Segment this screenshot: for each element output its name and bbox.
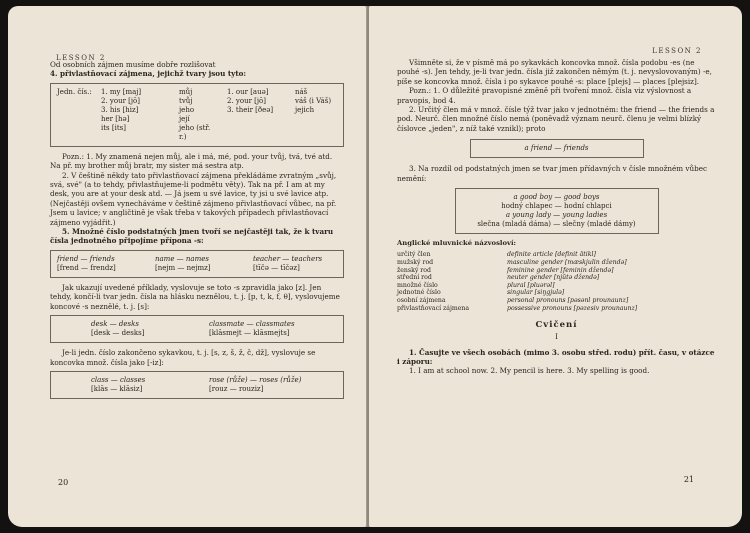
example-line: a young lady — young ladies bbox=[505, 211, 608, 220]
terms-list bbox=[397, 251, 716, 312]
example-cell: [rouz — rouziz] bbox=[209, 384, 264, 393]
term-en: feminine gender [feminin džendə] bbox=[507, 266, 614, 274]
page-number: 20 bbox=[58, 478, 69, 487]
term-cs: množné číslo bbox=[397, 281, 438, 289]
article-box: a friend — friends bbox=[470, 139, 644, 158]
table-cell: jeho bbox=[179, 105, 195, 114]
section-4-title: 4. přivlastňovací zájmena, jejichž tvary jsou tyto: bbox=[50, 69, 247, 79]
example-cell: class — classes bbox=[91, 375, 146, 384]
page-header: LESSON 2 bbox=[652, 47, 702, 55]
term-en: singular [siŋgjulə] bbox=[507, 289, 565, 297]
exercises-title: Cvičení bbox=[535, 320, 578, 331]
example-cell: [desk — desks] bbox=[91, 329, 145, 338]
term-cs: jednotné číslo bbox=[397, 289, 441, 297]
table-cell: her [hə] bbox=[101, 114, 130, 123]
table-cell: 2. your [jō] bbox=[101, 96, 140, 105]
table-cell: jeho (stř. r.) bbox=[179, 123, 211, 141]
table-cell: its [its] bbox=[101, 123, 126, 132]
table-cell: její bbox=[179, 114, 190, 123]
term-en: possessive pronouns [pəzesiv prounaunz] bbox=[507, 304, 638, 312]
intro-text: Od osobních zájmen musíme dobře rozlišovat bbox=[50, 60, 216, 69]
paragraph-2: Jak ukazují uvedené příklady, vyslovuje se toto -s zpravidla jako [z]. Jen tehdy, končí-li tvar jedn. čísla na hlásku neznělou, t. j. [p, t, k, f, θ], vyslovujeme koncové -s neznělé, t. j. [s]: bbox=[50, 282, 340, 311]
plural-box-3 bbox=[50, 371, 344, 399]
left-page bbox=[8, 6, 366, 527]
section-5-title: 5. Množné číslo podstatných jmen tvoří se nejčastěji tak, že k tvaru čísla jednotného připojíme přípona -s: bbox=[50, 227, 334, 246]
exercise-number: I bbox=[555, 332, 558, 342]
example-cell: [nejm — nejmz] bbox=[155, 263, 211, 272]
example-line: slečna (mladá dáma) — slečny (mladé dámy) bbox=[477, 220, 636, 229]
terms-title: Anglické mluvnické názvosloví: bbox=[397, 239, 517, 248]
table-cell: jejich bbox=[295, 105, 315, 114]
example-cell: name — names bbox=[155, 254, 209, 263]
exercise-1-instruction: 1. Časujte ve všech osobách (mimo 3. osobu střed. rodu) přít. času, v otázce i záporu: bbox=[397, 347, 715, 367]
term-cs: střední rod bbox=[397, 274, 432, 282]
table-cell: 1. my [maj] bbox=[101, 87, 142, 96]
example-cell: rose (růže) — roses (růže) bbox=[209, 375, 302, 384]
plural-box-1 bbox=[50, 250, 344, 278]
term-cs: přivlastňovací zájmena bbox=[397, 304, 470, 312]
example-cell: [frend — frendz] bbox=[57, 263, 116, 272]
note-3: 3. Na rozdíl od podstatných jmen se tvar jmen přídavných v čísle množném vůbec nemění: bbox=[397, 164, 707, 183]
note-1: Pozn.: 1. O důležité pravopisné změně při tvoření množ. čísla viz výslovnost a pravopis, bod 4. bbox=[397, 86, 692, 105]
plural-box-2 bbox=[50, 315, 344, 343]
table-cell: 3. his [hiz] bbox=[101, 105, 139, 114]
table-cell: 2. your [jō] bbox=[227, 96, 266, 105]
term-en: neuter gender [njūtə džendə] bbox=[507, 274, 600, 282]
example-cell: classmate — classmates bbox=[209, 320, 295, 329]
example-cell: friend — friends bbox=[57, 254, 115, 263]
paragraph-3: Je-li jedn. číslo zakončeno sykavkou, t. j. [s, z, š, ž, č, dž], vyslovuje se koncovka množ. čísla jako [-iz]: bbox=[50, 348, 316, 367]
note-1: Pozn.: 1. My znamená nejen můj, ale i má, mé, pod. your tvůj, tvá, tvé atd. Na př. my brother můj bratr, my sister má sestra atp. bbox=[50, 151, 333, 171]
singular-label: Jedn. čís.: bbox=[57, 87, 92, 96]
term-cs: určitý člen bbox=[397, 251, 431, 259]
exercise-1-text: 1. I am at school now. 2. My pencil is here. 3. My spelling is good. bbox=[409, 366, 650, 376]
example-cell: [klās — klāsiz] bbox=[91, 384, 143, 393]
table-cell: náš bbox=[295, 87, 308, 96]
page-header: LESSON 2 bbox=[56, 54, 106, 62]
table-cell: 1. our [auə] bbox=[227, 87, 269, 96]
term-en: personal pronouns [pəsənl prounaunz] bbox=[507, 297, 629, 305]
table-cell: tvůj bbox=[179, 96, 193, 105]
note-2: 2. Určitý člen má v množ. čísle týž tvar jako v jednotném: the friend — the friends a pod. Neurč. člen množné číslo nemá (poněvadž význam neurč. členu je velmi blízký číslovce „jeden", z níž také vznikl); proto bbox=[397, 105, 715, 133]
example-line: hodný chlapec — hodní chlapci bbox=[501, 202, 612, 211]
table-cell: 3. their [ðeə] bbox=[227, 105, 274, 114]
example-cell: [tīčə — tīčəz] bbox=[253, 263, 300, 272]
right-page bbox=[369, 6, 742, 527]
table-cell: můj bbox=[179, 87, 193, 96]
example-cell: desk — desks bbox=[91, 320, 139, 329]
term-cs: mužský rod bbox=[397, 259, 434, 267]
example-line: a good boy — good boys bbox=[513, 193, 600, 202]
term-en: plural [pluərəl] bbox=[507, 281, 555, 289]
pronoun-table bbox=[50, 83, 344, 147]
page-number: 21 bbox=[683, 475, 694, 484]
adjective-box bbox=[455, 188, 659, 234]
term-cs: ženský rod bbox=[397, 266, 431, 274]
table-cell: váš (i Váš) bbox=[295, 96, 332, 105]
example-cell: teacher — teachers bbox=[253, 254, 323, 263]
note-2: 2. V češtině někdy tato přivlastňovací zájmena překládáme zvratným „svůj, svá, své" (a to tehdy, přivlastňujeme-li podmětu věty). Tak na př. I am at my desk, you are at your desk atd. — Já jsem u své lavice, ty jsi u své lavice atp. (Nejčastěji ovšem vynecháváme v češtině zájmeno přivlastňovací vůbec, na př. Jsem u lavice; v angličtině je však třeba v takových případech přivlastňovací zájmeno vyjádřit.) bbox=[50, 170, 337, 227]
term-en: masculine gender [mæskjulin džendə] bbox=[507, 259, 627, 267]
term-cs: osobní zájmena bbox=[397, 297, 446, 305]
example-cell: [klāsmejt — klāsmejts] bbox=[209, 329, 290, 338]
paragraph-1: Všimněte si, že v písmě má po sykavkách koncovka množ. čísla podobu -es (ne pouhé -s). Jen tehdy, je-li tvar jedn. čísla již zakončen němým (t. j. nevyslovovaným) -e, píše se koncovka množ. čísla i po sykavce pouhé -s: place [plejs] — places [plejsiz]. bbox=[397, 58, 712, 86]
term-en: definite article [definit ātikl] bbox=[507, 251, 596, 259]
